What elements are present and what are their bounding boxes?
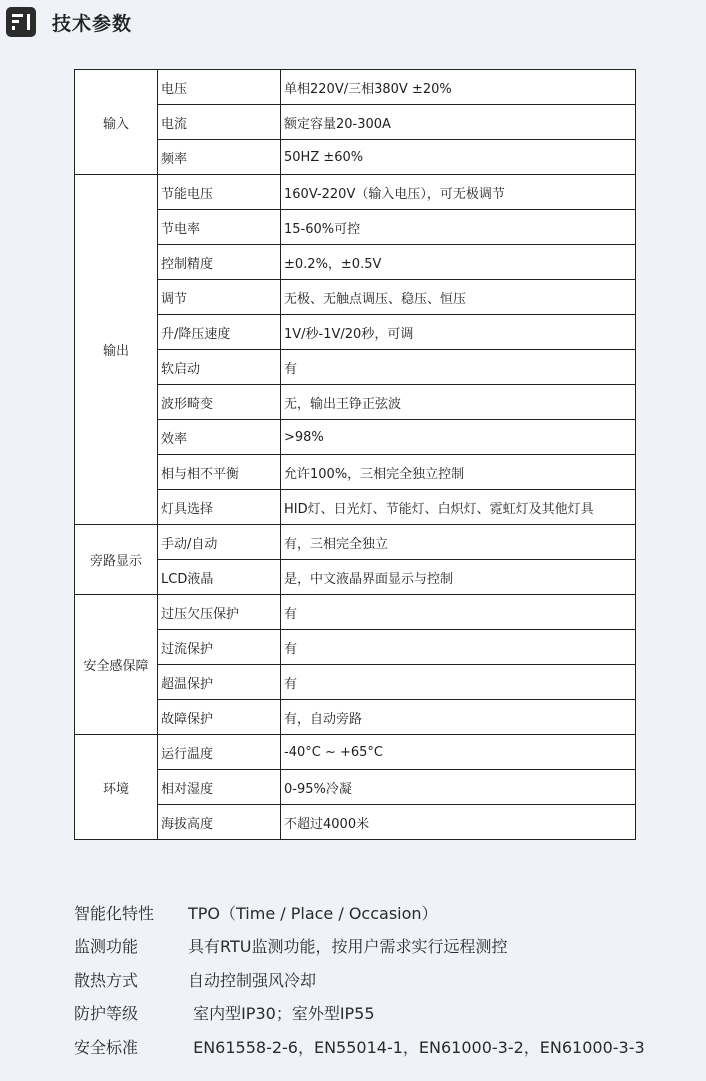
item-cell: 波形畸变: [158, 385, 281, 420]
table-row: [75, 385, 636, 420]
item-cell: 灯具选择: [158, 490, 281, 525]
value-cell: 有: [281, 350, 636, 385]
value-cell: 不超过4000米: [281, 805, 636, 840]
group-cell: 输入: [75, 70, 158, 175]
spec-table: [74, 69, 636, 840]
feature-label: 散热方式: [74, 970, 139, 990]
value-cell: 160V-220V（输入电压），可无极调节: [281, 175, 636, 210]
table-row: [75, 700, 636, 735]
feature-value: TPO（Time / Place / Occasion）: [188, 903, 438, 923]
table-row: [75, 770, 636, 805]
table-row: [75, 70, 636, 105]
feature-label: 智能化特性: [74, 903, 155, 923]
item-cell: 控制精度: [158, 245, 281, 280]
value-cell: -40°C ~ +65°C: [281, 735, 636, 770]
value-cell: 有，自动旁路: [281, 700, 636, 735]
value-cell: HID灯、日光灯、节能灯、白炽灯、霓虹灯及其他灯具: [281, 490, 636, 525]
feature-value: 具有RTU监测功能，按用户需求实行远程测控: [188, 937, 508, 956]
value-cell: 有: [281, 630, 636, 665]
item-cell: 相与相不平衡: [158, 455, 281, 490]
item-cell: 升/降压速度: [158, 315, 281, 350]
table-row: [75, 420, 636, 455]
item-cell: 手动/自动: [158, 525, 281, 560]
value-cell: 有: [281, 595, 636, 630]
item-cell: LCD液晶: [158, 560, 281, 595]
table-row: [75, 490, 636, 525]
item-cell: 软启动: [158, 350, 281, 385]
table-row: [75, 455, 636, 490]
group-cell: 旁路显示: [75, 525, 158, 595]
value-cell: 是，中文液晶界面显示与控制: [281, 560, 636, 595]
table-row: [75, 665, 636, 700]
table-row: [75, 525, 636, 560]
item-cell: 超温保护: [158, 665, 281, 700]
table-row: [75, 315, 636, 350]
page-title: 技术参数: [52, 12, 133, 35]
table-row: [75, 280, 636, 315]
table-row: [75, 735, 636, 770]
item-cell: 相对湿度: [158, 770, 281, 805]
feature-label: 防护等级: [74, 1004, 139, 1023]
table-row: [75, 140, 636, 175]
feature-value: EN61558-2-6，EN55014-1，EN61000-3-2，EN61000-3-3: [188, 1037, 645, 1057]
table-row: [75, 245, 636, 280]
item-cell: 电压: [158, 70, 281, 105]
value-cell: 0-95%冷凝: [281, 770, 636, 805]
value-cell: 单相220V/三相380V ±20%: [281, 70, 636, 105]
value-cell: 有: [281, 665, 636, 700]
feature-label: 监测功能: [74, 937, 139, 956]
table-row: [75, 210, 636, 245]
feature-row: [74, 997, 645, 1029]
group-cell: 输出: [75, 175, 158, 525]
table-row: [75, 595, 636, 630]
value-cell: >98%: [281, 420, 636, 455]
value-cell: 无极、无触点调压、稳压、恒压: [281, 280, 636, 315]
item-cell: 故障保护: [158, 700, 281, 735]
item-cell: 过流保护: [158, 630, 281, 665]
feature-label: 安全标准: [74, 1037, 139, 1057]
feature-row: [74, 930, 645, 962]
value-cell: ±0.2%，±0.5V: [281, 245, 636, 280]
item-cell: 海拔高度: [158, 805, 281, 840]
item-cell: 节能电压: [158, 175, 281, 210]
item-cell: 运行温度: [158, 735, 281, 770]
value-cell: 50HZ ±60%: [281, 140, 636, 175]
value-cell: 额定容量20-300A: [281, 105, 636, 140]
value-cell: 有，三相完全独立: [281, 525, 636, 560]
item-cell: 节电率: [158, 210, 281, 245]
table-row: [75, 805, 636, 840]
value-cell: 允许100%，三相完全独立控制: [281, 455, 636, 490]
feature-row: [74, 963, 645, 995]
table-row: [75, 105, 636, 140]
table-row: [75, 175, 636, 210]
value-cell: 15-60%可控: [281, 210, 636, 245]
feature-value: 室内型IP30；室外型IP55: [188, 1004, 375, 1023]
features-list: [74, 896, 645, 1064]
item-cell: 调节: [158, 280, 281, 315]
feature-row: [74, 1030, 645, 1062]
feature-value: 自动控制强风冷却: [188, 970, 317, 990]
section-header: [6, 6, 132, 38]
item-cell: 效率: [158, 420, 281, 455]
item-cell: 频率: [158, 140, 281, 175]
table-row: [75, 350, 636, 385]
group-cell: 安全感保障: [75, 595, 158, 735]
document-icon: [6, 7, 36, 37]
item-cell: 电流: [158, 105, 281, 140]
value-cell: 1V/秒-1V/20秒，可调: [281, 315, 636, 350]
table-row: [75, 560, 636, 595]
feature-row: [74, 896, 645, 928]
value-cell: 无，输出王铮正弦波: [281, 385, 636, 420]
group-cell: 环境: [75, 735, 158, 840]
table-row: [75, 630, 636, 665]
item-cell: 过压欠压保护: [158, 595, 281, 630]
